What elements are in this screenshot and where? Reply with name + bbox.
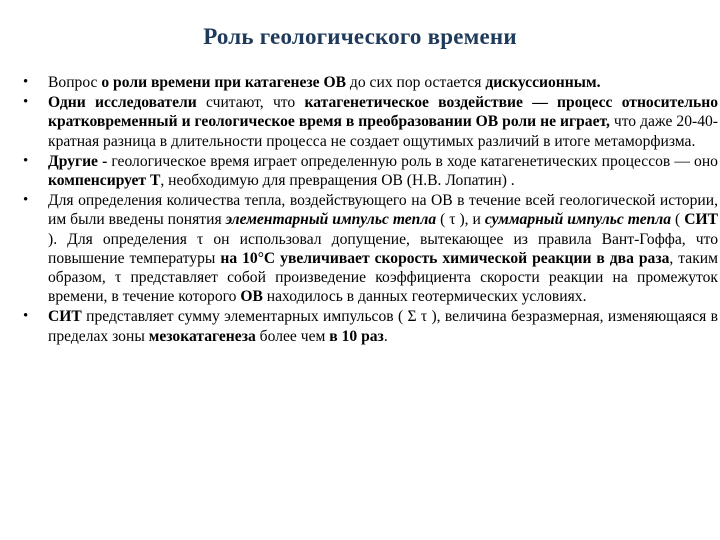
text-run-bold: катагенетическое воздействие — процесс относительно кратковременный и геологическое время в преобразовании ОВ роли не играет, [48, 94, 718, 131]
text-run: , таким образом, τ представляет собой произведение коэффициента скорости реакции на промежуток времени, в течение которого [48, 249, 718, 306]
text-run: находилось в данных геотермических условиях. [262, 288, 587, 306]
text-run: более чем [255, 327, 330, 345]
text-run-bold: мезокатагенеза [148, 327, 256, 345]
text-run-bold: на 10°С увеличивает скорость химической реакции в два раза [220, 249, 670, 267]
text-run-bold: СИТ [48, 308, 82, 326]
text-run-bold: о роли времени при катагенезе ОВ [101, 74, 347, 91]
text-run: что даже 20-40-кратная разница в длительности процесса не создает ощутимых различий в итоге метаморфизма. [48, 113, 718, 150]
text-run: ), и [455, 211, 485, 229]
bullet-item-3 [22, 152, 718, 190]
text-run: ). Для определения τ он использовал допущение, вытекающее из правила Вант-Гоффа, что повышение температуры [48, 230, 718, 267]
text-run-italic: элементарный импульс тепла [225, 211, 437, 229]
text-run-bold: в 10 раз [329, 327, 384, 345]
text-run: ( [671, 211, 685, 229]
text-run-italic: суммарный импульс тепла [484, 211, 672, 229]
text-run-bold: компенсирует Т [48, 172, 161, 190]
bullet-dot-icon: • [23, 94, 29, 111]
text-run-bold: Одни исследователи [48, 94, 197, 112]
text-run-bold: дискуссионным. [485, 74, 601, 91]
text-run: представляет сумму элементарных импульсов ( Σ τ ), величина безразмерная, изменяющаяся в пределах зоны [48, 308, 718, 345]
text-run: ( [436, 211, 450, 229]
bullet-dot-icon: • [23, 74, 29, 90]
text-run: считают, что [196, 94, 305, 112]
text-run-bold: Другие - [48, 152, 108, 170]
text-run-bold: ОВ [240, 288, 263, 306]
bullet-dot-icon: • [23, 308, 29, 325]
slide-title: Роль геологического времени [203, 24, 517, 49]
bullet-dot-icon: • [23, 152, 29, 169]
text-run: геологическое время играет определенную роль в ходе катагенетических процессов — оно [107, 152, 718, 170]
text-run: до сих пор остается [346, 74, 486, 91]
bullet-item-1 [22, 73, 718, 92]
bullet-item-4 [22, 191, 718, 306]
text-run-bold-italic [226, 211, 437, 228]
bullet-item-2 [22, 93, 718, 151]
tau-symbol: τ [449, 211, 456, 229]
bullet-list [22, 73, 718, 347]
bullet-dot-icon: • [23, 192, 29, 209]
bullet-item-5 [22, 307, 718, 345]
text-run: Вопрос [48, 74, 102, 91]
text-run: . [383, 327, 388, 345]
text-run-bold: СИТ [684, 211, 718, 229]
text-run: , необходимую для превращения ОВ (Н.В. Лопатин) . [160, 172, 515, 190]
text-run: Для определения количества тепла, воздействующего на ОВ в течение всей геологической истории, им были введены понятия [48, 192, 718, 229]
text-run-bold-italic [485, 211, 671, 228]
